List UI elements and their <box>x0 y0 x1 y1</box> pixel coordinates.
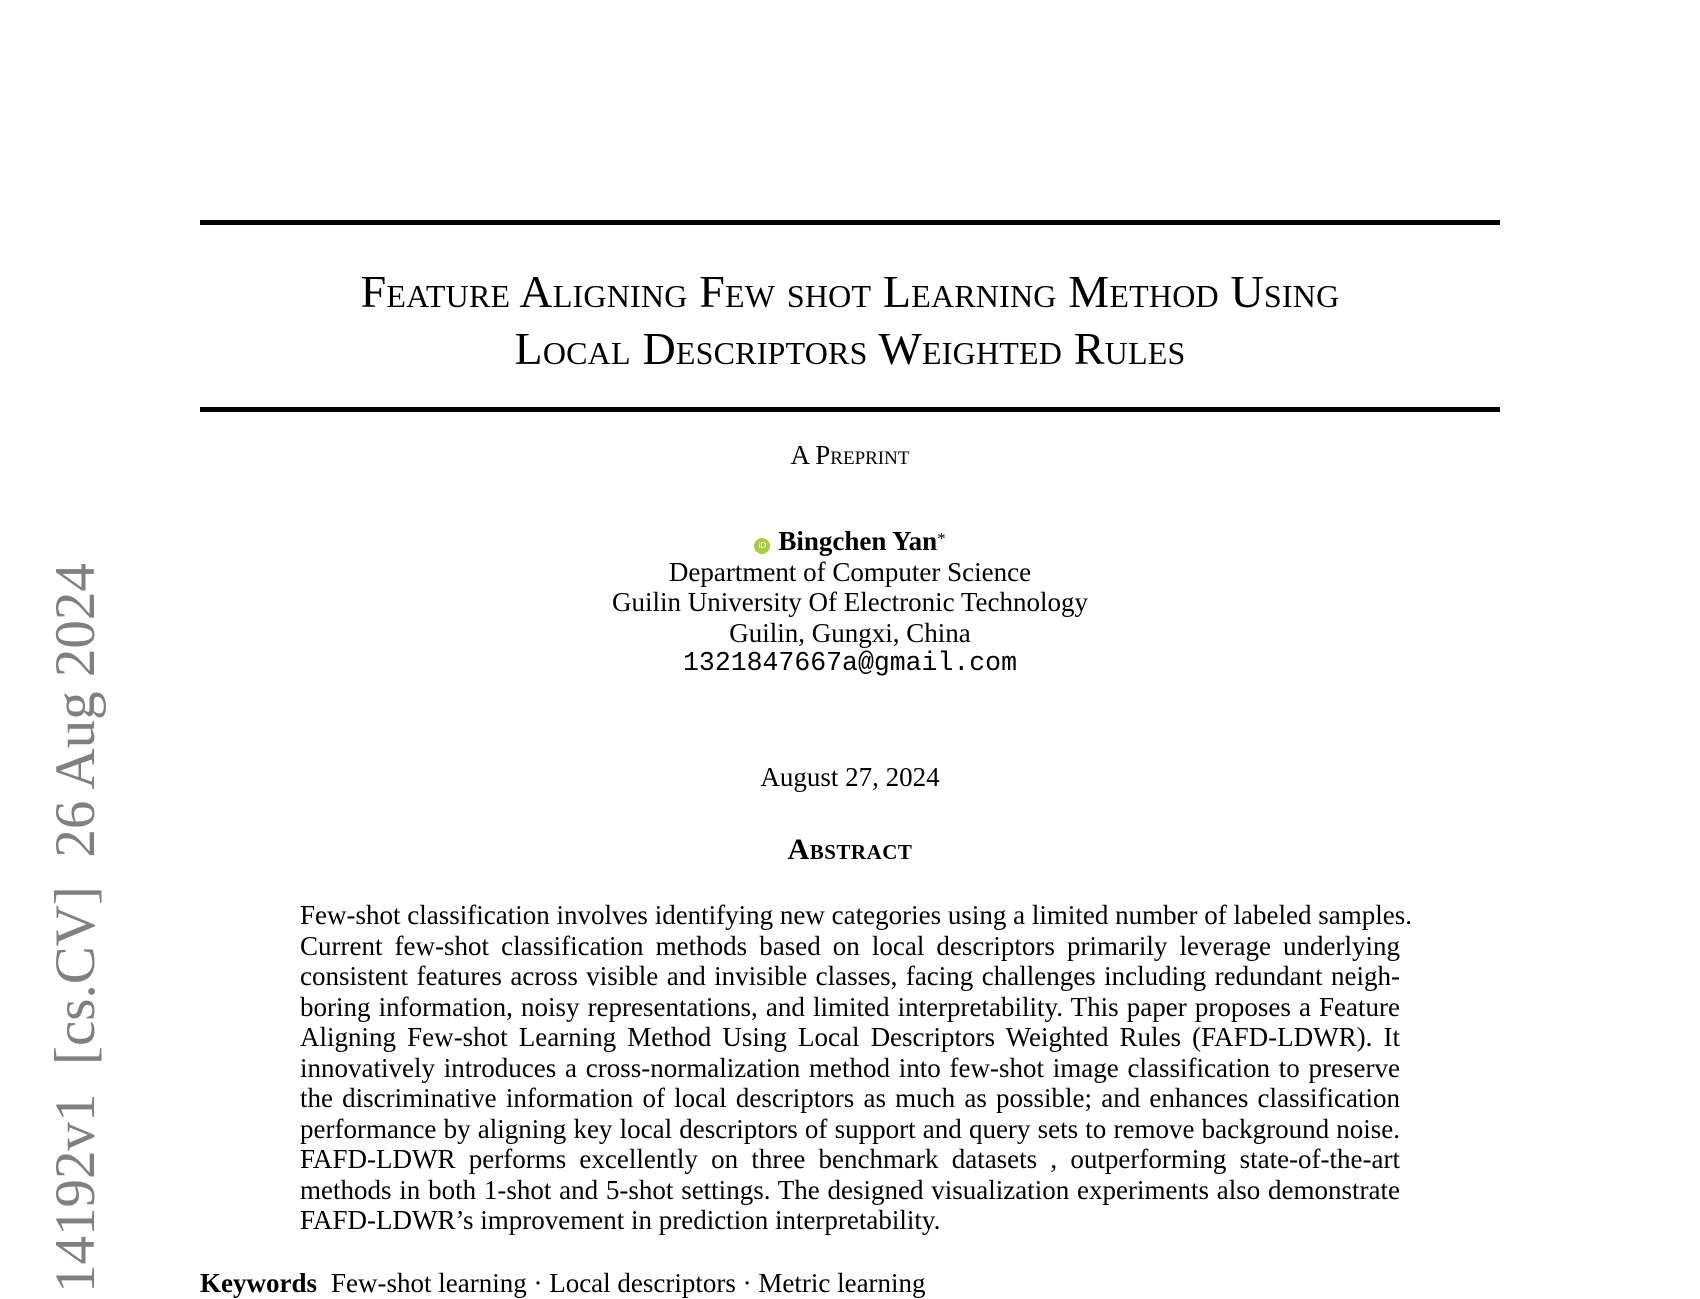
abstract-line: performance by aligning key local descriptors of support and query sets to remove background noise. <box>300 1113 1400 1144</box>
abstract-body <box>300 900 1412 1236</box>
paper-title-line-2: Local Descriptors Weighted Rules <box>514 323 1186 374</box>
abstract-line: consistent features across visible and invisible classes, facing challenges including redundant neigh- <box>300 961 1400 991</box>
author-location: Guilin, Gungxi, China <box>729 617 971 648</box>
keywords-text: Few-shot learning · Local descriptors · Metric learning <box>331 1268 926 1298</box>
author-email[interactable]: 1321847667a@gmail.com <box>683 648 1017 678</box>
title-bottom-rule <box>200 407 1500 412</box>
abstract-line: the discriminative information of local descriptors as much as possible; and enhances classification <box>300 1083 1400 1113</box>
abstract-heading: Abstract <box>787 833 913 866</box>
keywords-label: Keywords <box>200 1268 317 1298</box>
author-name-row <box>0 526 1700 557</box>
abstract-line: Aligning Few-shot Learning Method Using Local Descriptors Weighted Rules (FAFD-LDWR). It <box>300 1022 1400 1052</box>
author-department: Department of Computer Science <box>668 556 1032 587</box>
abstract-line: boring information, noisy representations, and limited interpretability. This paper proposes a Feature <box>300 991 1400 1022</box>
author-footnote-mark: * <box>937 529 946 548</box>
abstract-line: innovatively introduces a cross-normalization method into few-shot image classification to preserve <box>300 1052 1400 1083</box>
abstract-line: Few-shot classification involves identifying new categories using a limited number of labeled samples. <box>300 900 1412 930</box>
orcid-icon[interactable]: iD <box>754 538 770 554</box>
paper-date: August 27, 2024 <box>760 762 940 792</box>
preprint-label: A Preprint <box>790 440 910 470</box>
author-block <box>0 526 1700 679</box>
abstract-line: Current few-shot classification methods based on local descriptors primarily leverage underlying <box>300 930 1400 961</box>
paper-title <box>0 263 1700 377</box>
paper-title-line-1: Feature Aligning Few shot Learning Method Using <box>360 266 1340 317</box>
title-top-rule <box>200 220 1500 225</box>
arxiv-stamp[interactable]: 14192v1 [cs.CV] 26 Aug 2024 <box>44 563 107 1293</box>
keywords-line <box>200 1268 926 1299</box>
abstract-line: FAFD-LDWR performs excellently on three benchmark datasets , outperforming state-of-the-art <box>300 1144 1400 1174</box>
abstract-line: methods in both 1-shot and 5-shot settings. The designed visualization experiments also demonstrate <box>300 1174 1400 1205</box>
author-institution: Guilin University Of Electronic Technology <box>611 587 1088 617</box>
author-name: Bingchen Yan <box>778 526 938 556</box>
abstract-line: FAFD-LDWR’s improvement in prediction interpretability. <box>300 1205 941 1235</box>
